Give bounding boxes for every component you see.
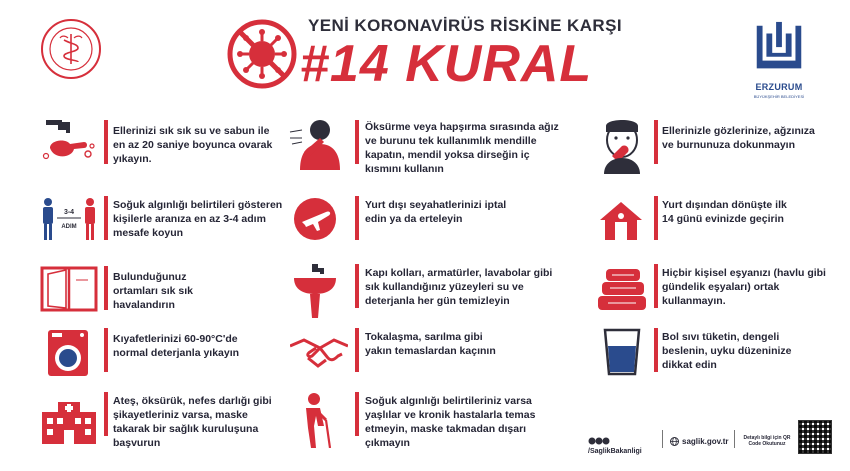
footer-separator [734, 430, 735, 448]
footer-social-handle[interactable]: /SaglikBakanligi [588, 447, 642, 455]
hospital-icon [40, 398, 98, 444]
washing-hands-icon [40, 118, 98, 164]
erzurum-logo [748, 20, 810, 108]
rule-text-6: Yurt dışından dönüşte ilk 14 günü evinizde geçirin [662, 199, 787, 225]
rule-divider [654, 196, 658, 240]
rule-text-11: Tokalaşma, sarılma gibi yakın temaslardan kaçının [365, 331, 496, 357]
headline-main: #14 KURAL [300, 35, 593, 93]
rule-divider [355, 392, 359, 436]
window-icon [40, 266, 98, 312]
rule-divider [355, 264, 359, 308]
rule-divider [104, 328, 108, 372]
footer-website[interactable] [670, 430, 729, 452]
brand-subtitle: BÜYÜKŞEHİR BELEDİYESİ [753, 94, 805, 99]
rule-text-9: Hiçbir kişisel eşyanızı (havlu gibi gündelik eşyaları) ortak kullanmayın. [662, 267, 826, 307]
coughing-person-icon [286, 118, 348, 170]
headline-top: YENİ KORONAVİRÜS RİSKİNE KARŞI [308, 16, 622, 35]
distance-icon [40, 196, 98, 242]
footer-separator [662, 430, 663, 448]
rule-text-4: Soğuk algınlığı belirtileri gösteren kişilerle aranıza en az 3-4 adım mesafe koyun [113, 199, 283, 239]
distance-icon-label: 3-4 [63, 209, 75, 216]
towels-icon [596, 266, 648, 312]
rule-text-3: Ellerinizle gözlerinize, ağzınıza ve burnunuza dokunmayın [662, 125, 815, 151]
rule-divider [654, 328, 658, 372]
qr-caption: Detaylı bilgi için QR Code Okutunuz [743, 435, 791, 447]
qr-code[interactable] [798, 420, 832, 454]
rule-text-10: Kıyafetlerinizi 60-90°C'de normal deterjanla yıkayın [113, 333, 240, 359]
rule-divider [104, 266, 108, 310]
rule-divider [104, 120, 108, 164]
water-glass-icon [602, 328, 642, 376]
sink-icon [290, 264, 340, 318]
rule-divider [355, 196, 359, 240]
rule-text-7: Bulunduğunuz ortamları sık sık havalandırın [113, 271, 193, 311]
rule-text-14: Soğuk algınlığı belirtileriniz varsa yaşlılar ve kronik hastalarla temas etmeyin, maske takmadan dışarı çıkmayın [365, 395, 536, 449]
rule-divider [355, 328, 359, 372]
home-icon [598, 200, 644, 242]
rule-divider [104, 196, 108, 240]
rule-divider [355, 120, 359, 164]
distance-icon-unit: ADIM [61, 224, 77, 230]
no-virus-icon [226, 18, 298, 90]
rule-text-2: Öksürme veya hapşırma sırasında ağız ve burunu tek kullanımlık mendille kapatın, mendil yoksa dirseğin iç kısmını kullanın [365, 121, 559, 175]
erzurum-emblem-icon [748, 20, 810, 80]
rule-divider [654, 264, 658, 308]
elderly-person-icon [296, 392, 336, 448]
rule-divider [104, 392, 108, 436]
airplane-icon [290, 196, 340, 242]
rule-text-5: Yurt dışı seyahatlerinizi iptal edin ya da erteleyin [365, 199, 507, 225]
globe-icon [670, 437, 679, 446]
rule-text-13: Ateş, öksürük, nefes darlığı gibi şikayetleriniz varsa, maske takarak bir sağlık kuruluşuna başvurun [113, 395, 272, 449]
washing-machine-icon [40, 330, 98, 376]
rule-text-8: Kapı kolları, armatürler, lavabolar gibi sık kullandığınız yüzeyleri su ve deterjanla her gün temizleyin [365, 267, 553, 307]
ministry-seal-logo [40, 18, 102, 80]
handshake-icon [290, 336, 348, 368]
rule-text-12: Bol sıvı tüketin, dengeli beslenin, uyku düzeninize dikkat edin [662, 331, 792, 371]
rule-text-1: Ellerinizi sık sık su ve sabun ile en az 20 saniye boyunca ovarak yıkayın. [113, 125, 273, 165]
rule-divider [654, 120, 658, 164]
brand-name: ERZURUM [755, 82, 803, 92]
website-text: saglik.gov.tr [682, 436, 729, 446]
touching-face-icon [598, 116, 646, 174]
